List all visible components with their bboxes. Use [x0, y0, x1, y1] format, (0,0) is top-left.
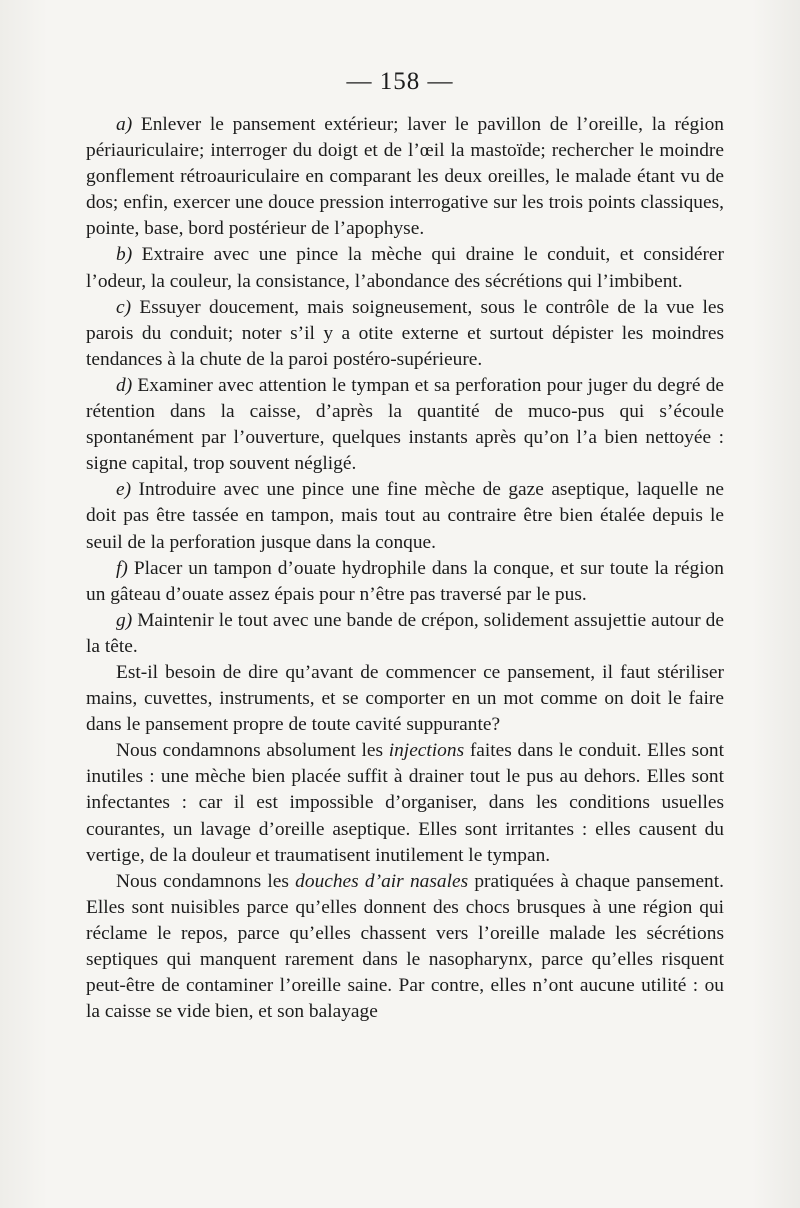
item-label: a)	[116, 114, 133, 135]
paragraph-text: pratiquées à chaque pansement. Elles sont nuisibles parce qu’elles donnent des chocs brusques à une région qui réclame le repos, parce qu’elles chassent vers l’oreille malade les sécrétions septiques qui manquent rarement dans le nasopharynx, parce qu’elles risquent peut-être de contaminer l’oreille saine. Par contre, elles n’ont aucune utilité : ou la caisse se vide bien, et son balayage	[86, 870, 724, 1023]
paragraph-text: Enlever le pansement extérieur; laver le pavillon de l’oreille, la région périauriculaire; interroger du doigt et de l’œil la mastoïde; rechercher le moindre gonflement rétroauriculaire en comparant les deux oreilles, le malade étant vu de dos; enfin, exercer une douce pression interrogative sur les trois points classiques, pointe, base, bord postérieur de l’apophyse.	[86, 114, 724, 240]
paragraph-a	[86, 112, 724, 242]
paragraph-injections	[86, 738, 724, 868]
paragraph-text: faites dans le conduit. Elles sont inutiles : une mèche bien placée suffit à drainer tout le pus au dehors. Elles sont infectantes : car il est impossible d’organiser, dans les conditions usuelles courantes, un lavage d’oreille aseptique. Elles sont irritantes : elles causent du vertige, de la douleur et traumatisent inutilement le tympan.	[86, 740, 724, 866]
paragraph-text: Placer un tampon d’ouate hydrophile dans la conque, et sur toute la région un gâteau d’ouate assez épais pour n’être pas traversé par le pus.	[86, 557, 724, 605]
paragraph-text: Nous condamnons absolument les	[116, 740, 389, 762]
paragraph-d	[86, 373, 724, 477]
item-label: g)	[116, 609, 133, 631]
emphasis-text: douches d’air nasales	[295, 870, 469, 892]
paragraph-text: Extraire avec une pince la mèche qui draine le conduit, et considérer l’odeur, la couleur, la consistance, l’abondance des sécrétions qui l’imbibent.	[86, 244, 724, 292]
paragraph-g	[86, 608, 724, 660]
paragraph-b	[86, 242, 724, 294]
item-label: f)	[116, 557, 128, 579]
paragraph-text: Examiner avec attention le tympan et sa perforation pour juger du degré de rétention dans la caisse, d’après la quantité de muco-pus qui s’écoule spontanément par l’ouverture, quelques instants après qu’on l’a bien nettoyée : signe capital, trop souvent négligé.	[86, 374, 724, 475]
page-number: — 158 —	[346, 68, 454, 95]
paragraph-text: Est-il besoin de dire qu’avant de commencer ce pansement, il faut stériliser mains, cuvettes, instruments, et se comporter en un mot comme on doit le faire dans le pansement propre de toute cavité suppurante?	[86, 661, 724, 736]
item-label: c)	[116, 296, 132, 318]
paragraph-c	[86, 295, 724, 373]
paragraph-sterilisation	[86, 660, 724, 738]
paragraph-text: Essuyer doucement, mais soigneusement, sous le contrôle de la vue les parois du conduit; noter s’il y a otite externe et surtout dépister les moindres tendances à la chute de la paroi postéro-supérieure.	[86, 296, 724, 370]
emphasis-text: injections	[388, 740, 465, 762]
paragraph-text: Introduire avec une pince une fine mèche de gaze aseptique, laquelle ne doit pas être tassée en tampon, mais tout au contraire être bien étalée depuis le seuil de la perforation jusque dans la conque.	[86, 479, 724, 553]
item-label: e)	[116, 479, 132, 501]
paragraph-text: Maintenir le tout avec une bande de crépon, solidement assujettie autour de la tête.	[86, 609, 724, 657]
paragraph-e	[86, 477, 724, 555]
paragraph-text: Nous condamnons les	[116, 870, 296, 892]
item-label: d)	[116, 374, 133, 396]
paragraph-f	[86, 556, 724, 608]
body-text	[86, 112, 724, 1025]
item-label: b)	[116, 244, 133, 266]
paragraph-douches	[86, 869, 724, 1026]
